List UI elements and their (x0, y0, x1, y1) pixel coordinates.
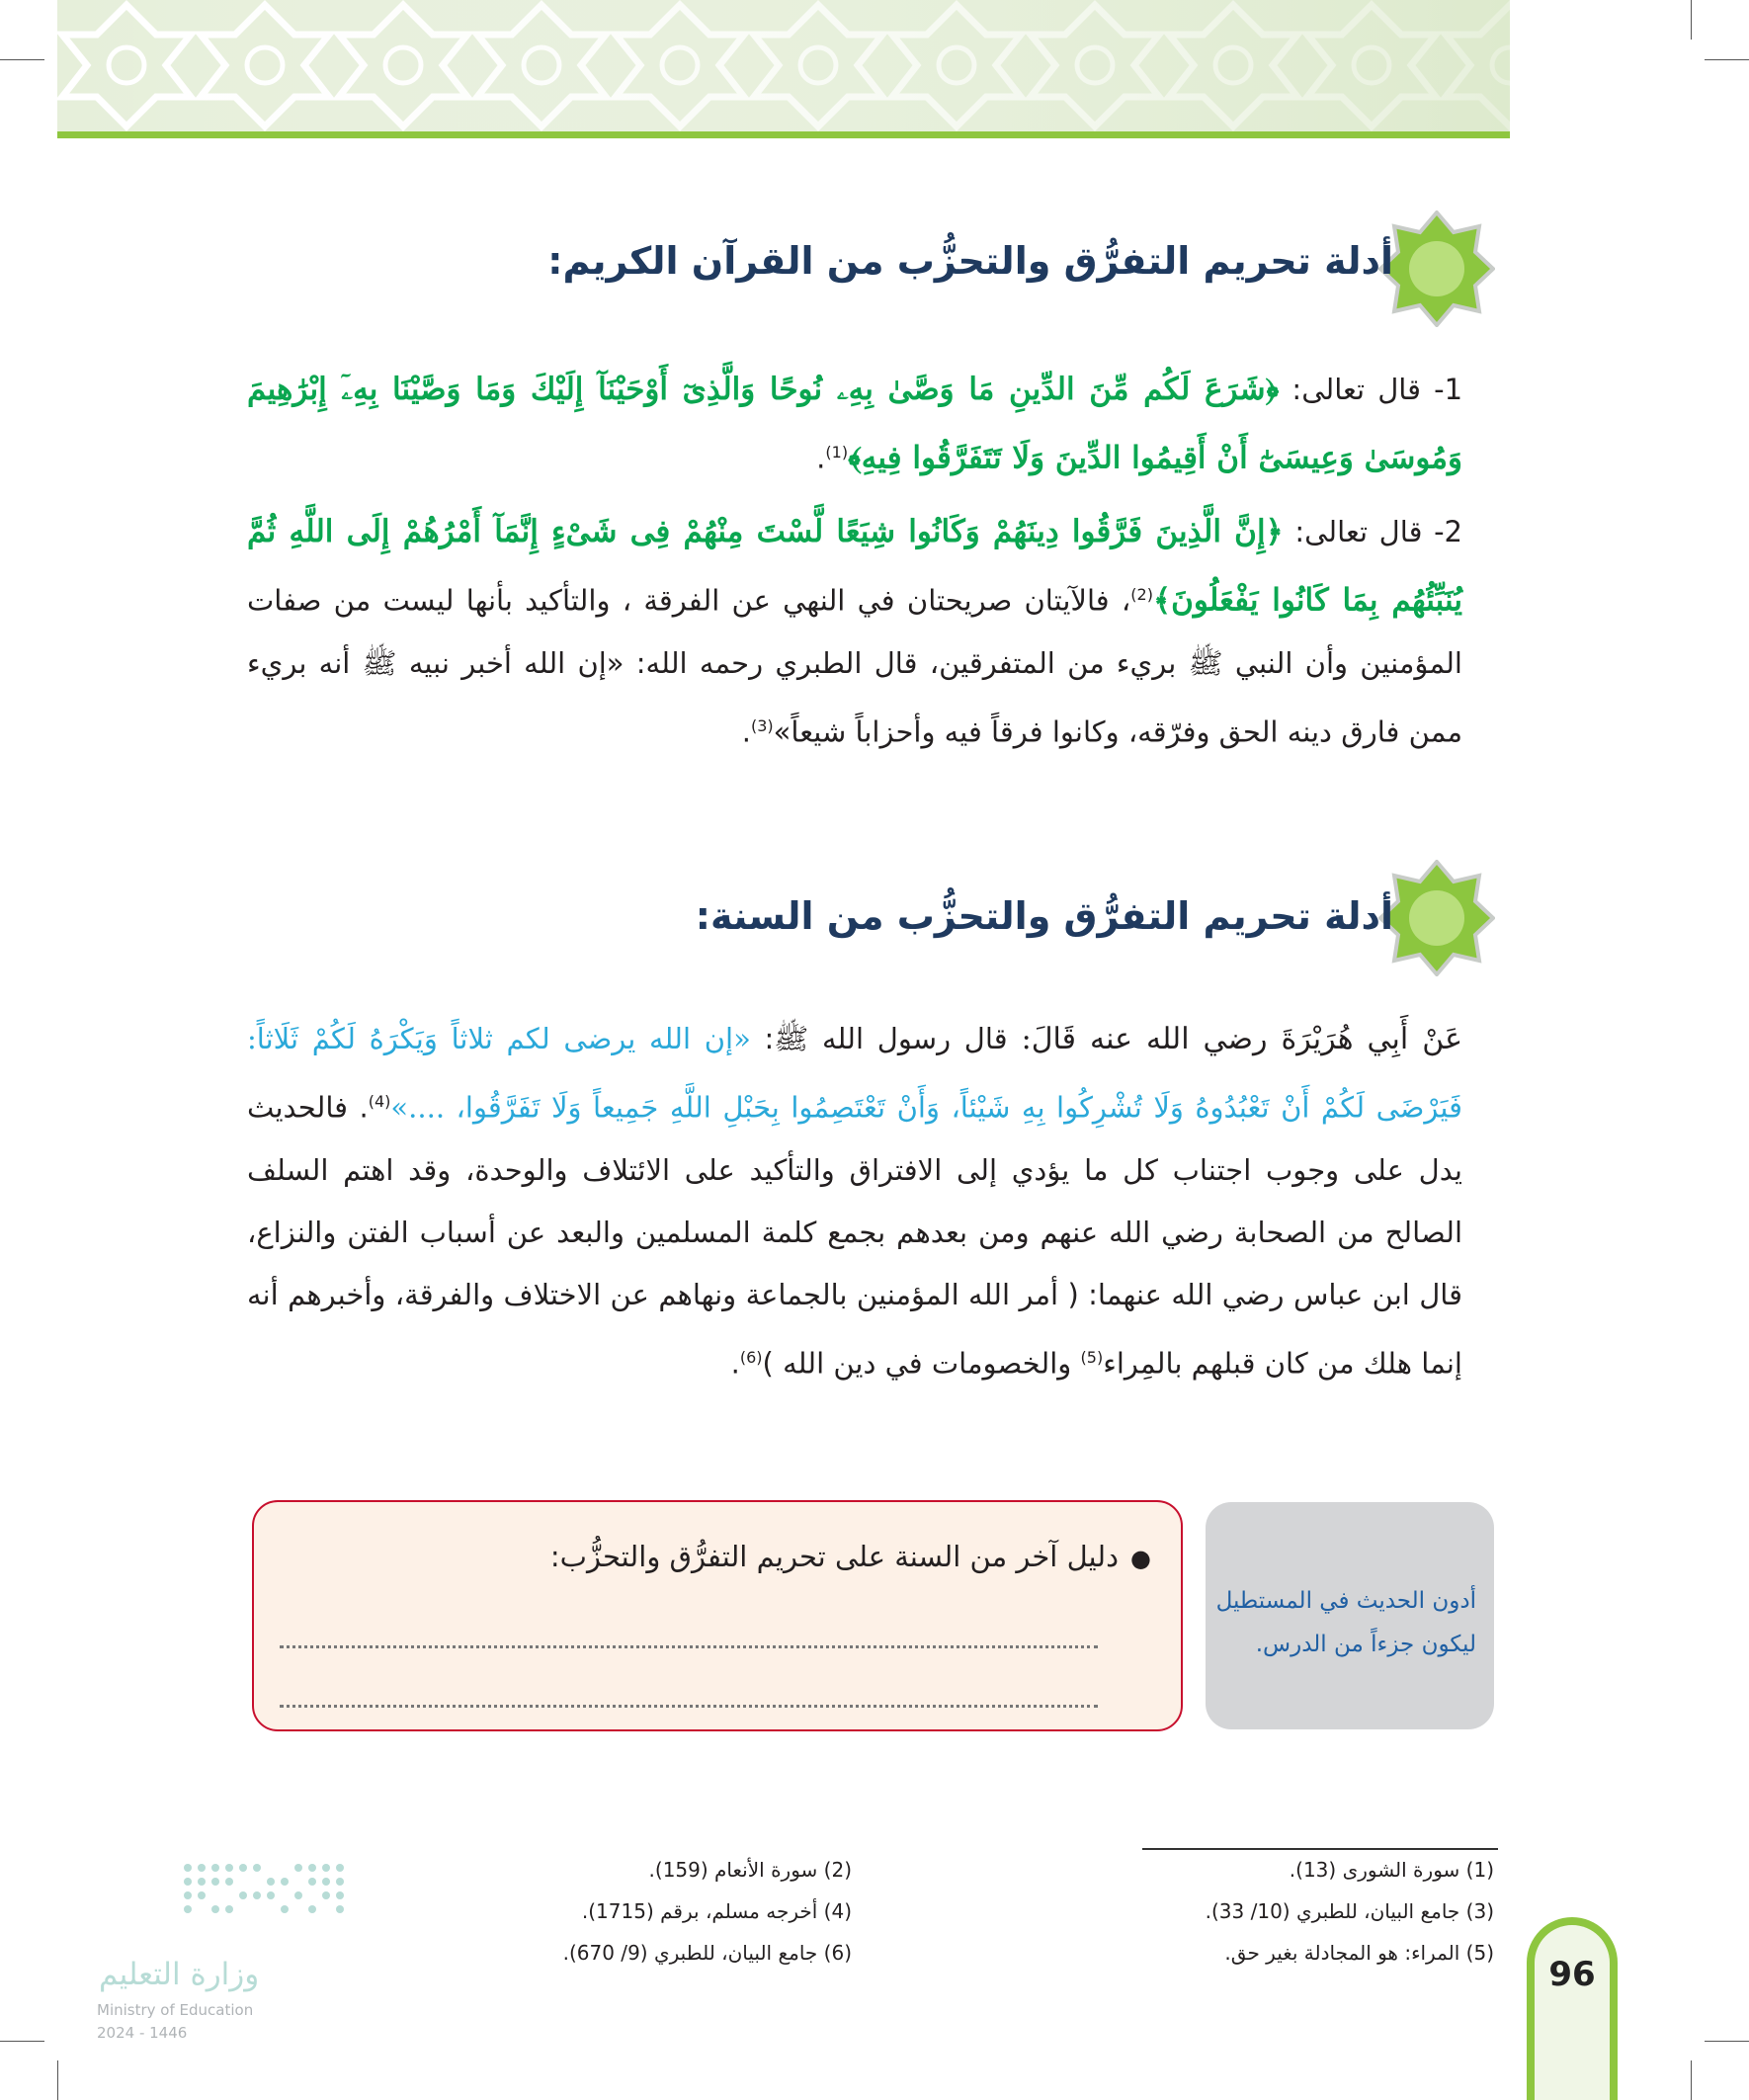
ministry-logo-dots-icon (178, 1858, 356, 1927)
answer-line[interactable] (280, 1645, 1098, 1648)
sentence-end: . (741, 714, 751, 749)
header-accent-line (57, 131, 1510, 138)
quran-item-2 (247, 501, 1462, 763)
page-number-tab (1527, 1917, 1618, 2100)
sentence-end: . (816, 441, 826, 475)
hadith-text: «إن الله يرضى لكم ثلاثاً وَيَكْرَهُ لَكُمْ ثَلَاثاً: فَيَرْضَى لَكُمْ أَنْ تَعْبُدُوهُ وَلَا تُشْرِكُوا بِهِ شَيْئاً، وَأَنْ تَعْتَصِمُوا بِحَبْلِ اللَّهِ جَمِيعاً وَلَا تَفَرَّقُوا، ....» (247, 1022, 1462, 1125)
side-note-line: أدون الحديث في المستطيل (1215, 1588, 1476, 1614)
quran-item-1 (247, 359, 1462, 490)
side-note-box (1206, 1502, 1494, 1729)
quran-verse: ﴿شَرَعَ لَكُم مِّنَ الدِّينِ مَا وَصَّىٰ بِهِۦ نُوحًا وَالَّذِىٓ أَوْحَيْنَآ إِلَيْكَ وَمَا وَصَّيْنَا بِهِۦٓ إِبْرَٰهِيمَ وَمُوسَىٰ وَعِيسَىٰٓ أَنْ أَقِيمُوا الدِّينَ وَلَا تَتَفَرَّقُوا فِيهِ﴾ (247, 372, 1462, 476)
quran-verse: ﴿إِنَّ الَّذِينَ فَرَّقُوا دِينَهُمْ وَكَانُوا شِيَعًا لَّسْتَ مِنْهُمْ فِى شَىْءٍ إِنَّمَآ أَمْرُهُمْ إِلَى اللَّهِ ثُمَّ يُنَبِّئُهُم بِمَا كَانُوا يَفْعَلُونَ﴾ (247, 514, 1462, 619)
footnote-3: (3) جامع البيان، للطبري (10/ 33). (1205, 1899, 1494, 1923)
footnote-1: (1) سورة الشورى (13). (1289, 1858, 1494, 1882)
footnote-6: (6) جامع البيان، للطبري (9/ 670). (562, 1941, 852, 1965)
section-star-icon (1378, 210, 1495, 327)
crop-mark (1705, 2041, 1749, 2042)
footnote-4: (4) أخرجه مسلم، برقم (1715). (581, 1899, 852, 1923)
footnote-ref: (3) (750, 715, 774, 735)
sunnah-paragraph (247, 1008, 1462, 1394)
side-note-line: ليكون جزءاً من الدرس. (1255, 1632, 1476, 1657)
sentence-end: . (730, 1346, 740, 1381)
crop-mark (1691, 2060, 1692, 2100)
crop-mark (1705, 59, 1749, 60)
ministry-logo-arabic: وزارة التعليم (99, 1957, 260, 1992)
commentary-text: والخصومات في دين الله ) (762, 1346, 1081, 1381)
page-number: 96 (1535, 1925, 1610, 2100)
footnote-5: (5) المراء: هو المجادلة بغير حق. (1224, 1941, 1494, 1965)
crop-mark (0, 2041, 44, 2042)
commentary-text: ، فالآيتان صريحتان في النهي عن الفرقة ، والتأكيد بأنها ليست من صفات المؤمنين وأن النبي ﷺ بريء من المتفرقين، قال الطبري رحمه الله: «إن الله أخبر نبيه ﷺ أنه بريء ممن فارق دينه الحق وفرّقه، وكانوا فرقاً فيه وأحزاباً شيعاً» (247, 583, 1462, 749)
verse-intro: قال تعالى: (1283, 515, 1423, 548)
crop-mark (0, 59, 44, 60)
answer-line[interactable] (280, 1705, 1098, 1708)
footnote-2: (2) سورة الأنعام (159). (648, 1858, 852, 1882)
crop-mark (1691, 0, 1692, 40)
commentary-text: . فالحديث يدل على وجوب اجتناب كل ما يؤدي إلى الافتراق والتأكيد على الائتلاف والوحدة، وقد اهتم السلف الصالح من الصحابة رضي الله عنهم ومن بعدهم بجمع كلمة المسلمين والبعد عن أسباب الفتن والنزاع، قال ابن عباس رضي الله عنهما: ( أمر الله المؤمنين بالجماعة ونهاهم عن الاختلاف والفرقة، وأخبرهم أنه إنما هلك من كان قبلهم بالمِراء (247, 1090, 1462, 1381)
ministry-logo-year: 2024 - 1446 (97, 2024, 188, 2042)
header-pattern (57, 0, 1510, 131)
activity-prompt-text: دليل آخر من السنة على تحريم التفرُّق والتحزُّب: (549, 1540, 1120, 1573)
bullet-icon: ● (1130, 1545, 1151, 1572)
ministry-logo-english: Ministry of Education (97, 2001, 254, 2019)
header-pattern-band (57, 0, 1510, 131)
section-title-sunnah: أدلة تحريم التفرُّق والتحزُّب من السنة: (695, 894, 1393, 938)
footnote-ref: (5) (1080, 1347, 1104, 1367)
hadith-narrator: عَنْ أَبِي هُرَيْرَةَ رضي الله عنه قَالَ: (1007, 1022, 1462, 1056)
hadith-intro: قال رسول الله ﷺ: (750, 1022, 1008, 1055)
footnote-ref: (6) (739, 1347, 763, 1367)
section-star-icon (1378, 860, 1495, 976)
crop-mark (57, 2060, 58, 2100)
section-title-quran: أدلة تحريم التفرُّق والتحزُّب من القرآن الكريم: (547, 239, 1393, 283)
item-number: 2- (1434, 515, 1462, 548)
footnote-ref: (2) (1130, 585, 1153, 604)
footnote-ref: (1) (825, 443, 849, 462)
footnote-ref: (4) (368, 1092, 391, 1111)
item-number: 1- (1434, 373, 1463, 406)
footnote-rule (1142, 1848, 1498, 1850)
activity-prompt (550, 1540, 1151, 1573)
activity-box (252, 1500, 1183, 1731)
verse-intro: قال تعالى: (1279, 373, 1421, 406)
